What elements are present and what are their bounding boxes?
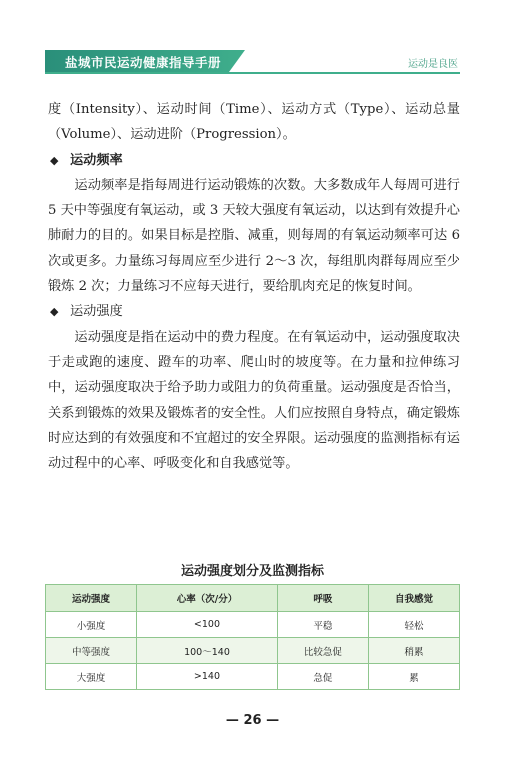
intensity-table [45,584,460,690]
body-text [48,97,460,476]
table-cell: 中等强度 [46,638,137,664]
table-cell: 急促 [277,664,368,690]
table-header-cell: 自我感觉 [368,585,459,612]
table-cell: <100 [137,612,278,638]
table-cell: 100～140 [137,638,278,664]
table-cell: 小强度 [46,612,137,638]
page-header [45,50,460,76]
diamond-bullet-icon: ◆ [50,305,59,319]
table-cell: >140 [137,664,278,690]
header-rule [45,72,460,74]
table-cell: 稍累 [368,638,459,664]
diamond-bullet-icon: ◆ [50,153,59,167]
table-row [46,638,460,664]
section-heading-frequency [48,148,460,173]
table-cell: 比较急促 [277,638,368,664]
section-heading-text: 运动强度 [70,304,123,320]
section-heading-text: 运动频率 [70,152,123,168]
frequency-paragraph: 运动频率是指每周进行运动锻炼的次数。大多数成年人每周可进行 5 天中等强度有氧运动，或 3 天较大强度有氧运动，以达到有效提升心肺耐力的目的。如果目标是控脂、减重，则每周的有氧运动频率可达 6 次或更多。力量练习每周应至少进行 2～3 次，每组肌肉群每周应至少锻炼 2 次；力量练习不应每天进行，要给肌肉充足的恢复时间。 [48,177,460,295]
table-header-cell: 运动强度 [46,585,137,612]
table-header-cell: 呼吸 [277,585,368,612]
table-cell: 大强度 [46,664,137,690]
chapter-title: 运动是良医 [408,59,458,70]
table-row [46,664,460,690]
page-number: — 26 — [225,713,280,728]
intro-paragraph: 度（Intensity）、运动时间（Time）、运动方式（Type）、运动总量（Volume）、运动进阶（Progression）。 [48,102,460,143]
intensity-paragraph: 运动强度是指在运动中的费力程度。在有氧运动中，运动强度取决于走或跑的速度、蹬车的功率、爬山时的坡度等。在力量和拉伸练习中，运动强度取决于给予助力或阻力的负荷重量。运动强度是否恰当，关系到锻炼的效果及锻炼者的安全性。人们应按照自身特点，确定锻炼时应达到的有效强度和不宜超过的安全界限。运动强度的监测指标有运动过程中的心率、呼吸变化和自我感觉等。 [48,329,460,472]
table-header-row [46,585,460,612]
table-row [46,612,460,638]
table-header-cell: 心率（次/分） [137,585,278,612]
table-cell: 轻松 [368,612,459,638]
table-caption: 运动强度划分及监测指标 [180,564,324,579]
book-title: 盐城市民运动健康指导手册 [65,55,222,70]
section-heading-intensity [48,299,460,324]
table-cell: 累 [368,664,459,690]
table-cell: 平稳 [277,612,368,638]
